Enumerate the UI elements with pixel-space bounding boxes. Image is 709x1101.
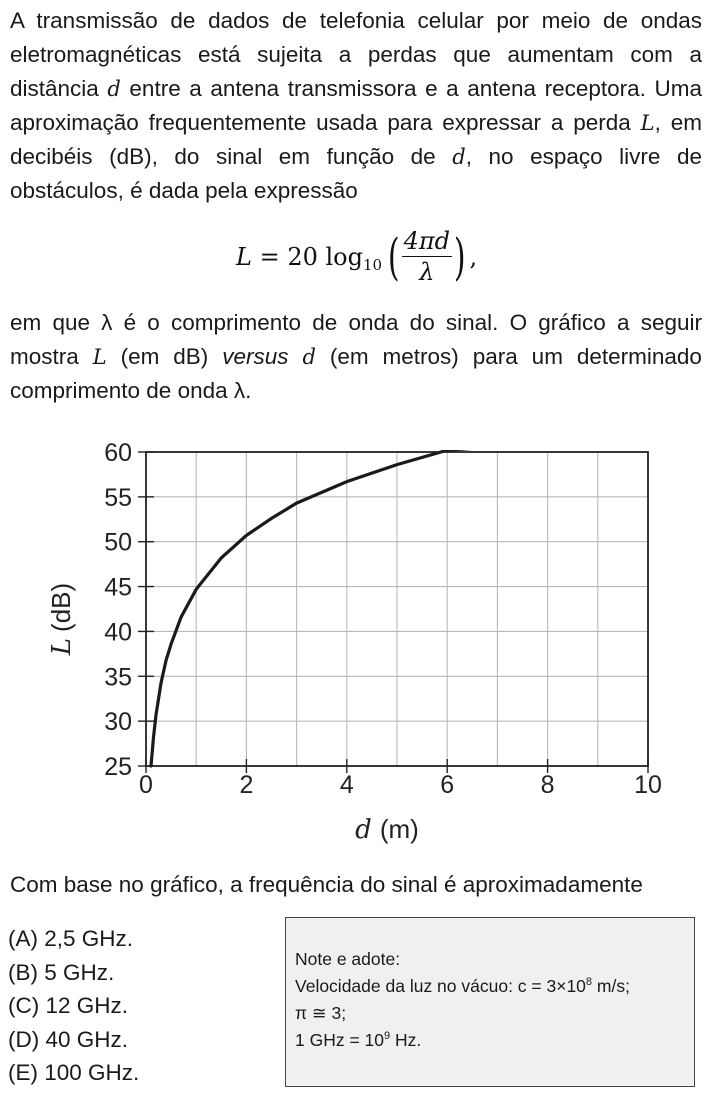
y-axis-unit: (dB) [46,582,76,632]
chart-grid [146,452,648,766]
note-light-exponent: 8 [585,976,593,989]
formula-denominator: λ [419,258,435,286]
formula-trail: , [469,243,478,271]
note-ghz-unit: Hz. [390,1030,422,1050]
y-tick-label: 60 [104,439,132,467]
after-text: em que λ é o comprimento de onda do sinal. O gráfico a seguir mostra [10,310,702,369]
note-box [285,917,695,1087]
answer-options [8,922,139,1090]
left-paren: ( [387,228,400,286]
note-light-unit: m/s; [592,976,630,996]
chart-ticks [104,439,662,799]
chart-series-line [151,447,648,766]
option-c[interactable]: (C) 12 GHz. [8,993,129,1018]
y-axis-label [46,583,77,656]
x-tick-label: 8 [540,771,555,799]
versus-text: versus [222,344,289,369]
note-ghz [295,1027,684,1054]
formula-fraction [402,227,452,287]
note-ghz-exponent: 9 [384,1030,391,1043]
x-tick-label: 2 [239,771,254,799]
loss-chart [40,436,680,856]
formula-eq: = 20 log [259,243,363,271]
y-tick-label: 40 [104,618,132,647]
var-d: d [452,145,466,169]
formula-numerator: 4πd [403,227,450,255]
x-axis-label [355,814,419,845]
option-b[interactable]: (B) 5 GHz. [8,959,115,985]
y-tick-label: 50 [104,528,132,557]
option-a[interactable]: (A) 2,5 GHz. [8,926,134,951]
formula-subscript: 10 [362,256,383,274]
intro-text: entre a antena transmissora e a antena receptora. Uma aproximação frequentemente usada para expressar a perda [10,76,702,135]
intro-text: A transmissão de dados de telefonia celular por meio de ondas eletromagnéticas está sujeita a perdas que aumentam com a distância [10,8,702,101]
x-tick-label: 4 [339,771,354,799]
x-tick-label: 0 [139,771,153,799]
y-tick-label: 30 [104,708,132,737]
intro-text: , no espaço livre de obstáculos, é dada pela expressão [10,144,702,203]
intro-text: , em decibéis (dB), do sinal em função de [10,110,702,169]
formula-lhs: L [236,243,252,271]
x-tick-label: 10 [634,771,662,799]
option-e[interactable]: (E) 100 GHz. [8,1060,140,1085]
after-text: (em metros) para um determinado comprimento de onda λ. [10,344,702,403]
note-light-text: Velocidade da luz no vácuo: c = 3×10 [295,976,586,996]
option-d[interactable]: (D) 40 GHz. [8,1026,129,1052]
note-ghz-text: 1 GHz = 10 [295,1030,385,1050]
note-light-speed [295,973,684,1000]
var-d: d [302,345,316,369]
y-axis-variable: L [47,637,77,656]
after-text: (em dB) [120,344,209,369]
x-tick-label: 6 [440,771,455,799]
x-axis-variable: d [355,815,372,845]
y-tick-label: 55 [104,483,132,512]
right-paren: ) [453,228,466,286]
question-text: Com base no gráfico, a frequência do sinal é aproximadamente [10,872,643,897]
intro-paragraph [10,4,702,208]
after-formula-paragraph [10,306,702,408]
y-tick-label: 25 [104,753,132,781]
x-axis-unit: (m) [379,814,419,844]
loss-formula [236,222,477,292]
var-L: L [92,345,107,369]
var-d: d [107,77,121,101]
note-title: Note e adote: [295,949,401,969]
var-L: L [640,111,655,135]
note-pi: π ≅ 3; [295,1003,347,1023]
y-tick-label: 35 [104,663,132,692]
y-tick-label: 45 [104,573,132,602]
